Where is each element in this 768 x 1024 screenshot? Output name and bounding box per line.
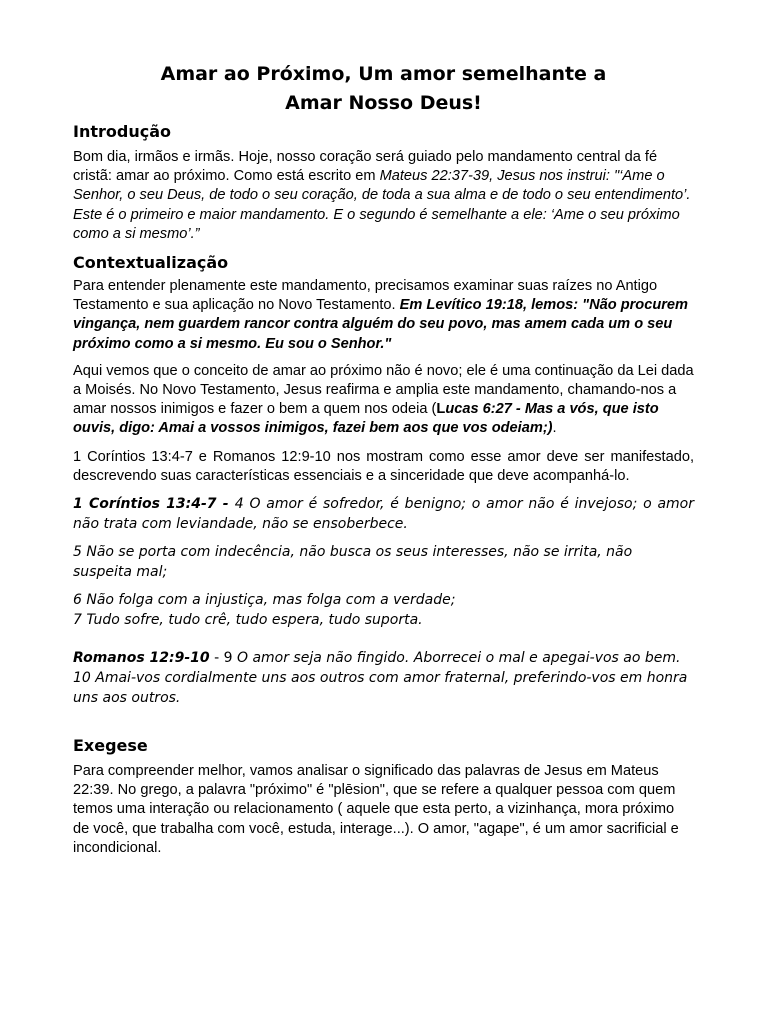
- lucas-quote: ucas 6:27 - Mas a vós, que isto ouvis, digo: Amai a vossos inimigos, fazei bem aos que vos odeiam;): [73, 401, 659, 437]
- corintios-v4-text: 4 O amor é sofredor, é benigno; o amor não é invejoso; o amor não trata com leviandade, não se ensoberbece.: [73, 496, 694, 533]
- romanos-verse-9: [73, 648, 694, 668]
- context-paragraph-2: [73, 362, 694, 439]
- exegese-paragraph: Para compreender melhor, vamos analisar o significado das palavras de Jesus em Mateus 22:39. No grego, a palavra "próximo" é "plēsion", que se refere a qualquer pessoa com quem temos uma interação ou relacionamento ( aquele que esta perto, a vizinhança, mora próximo de você, que trabalha com você, estuda, interage...). O amor, "agape", é um amor sacrificial e incondicional.: [73, 763, 679, 856]
- corintios-verse-4: [73, 494, 694, 534]
- corintios-verse-5: 5 Não se porta com indecência, não busca os seus interesses, não se irrita, não suspeita mal;: [73, 544, 633, 581]
- context-p2-end: .: [552, 420, 557, 437]
- romanos-verse-10: 10 Amai-vos cordialmente uns aos outros com amor fraternal, preferindo-vos em honra uns aos outros.: [73, 670, 688, 707]
- romanos-v9-text: O amor seja não fingido. Aborrecei o mal e apegai-vos ao bem.: [236, 650, 681, 667]
- context-p2-text: Aqui vemos que o conceito de amar ao próximo não é novo; ele é uma continuação da Lei dada a Moisés. No Novo Testamento, Jesus reafirma e amplia este mandamento, chamando-nos a amar nossos inimigos e fazer o bem a quem nos odeia (: [73, 362, 694, 418]
- heading-introducao: Introdução: [73, 122, 171, 141]
- title-line-1: Amar ao Próximo, Um amor semelhante a: [160, 63, 607, 85]
- lucas-ref-initial: L: [436, 401, 446, 418]
- document-title: [73, 60, 694, 118]
- intro-paragraph: [73, 148, 694, 244]
- corintios-ref: 1 Coríntios 13:4-7 -: [73, 496, 235, 513]
- intro-quote-text: Mateus 22:37-39, Jesus nos instrui: "‘Ame o Senhor, o seu Deus, de todo o seu coração, de toda a sua alma e de todo o seu entendimento’. Este é o primeiro e maior mandamento. E o segundo é semelhante a ele: ‘Ame o seu próximo como a si mesmo’.”: [73, 168, 691, 242]
- corintios-verse-7: 7 Tudo sofre, tudo crê, tudo espera, tudo suporta.: [73, 612, 423, 629]
- corintios-verse-6: 6 Não folga com a injustiça, mas folga com a verdade;: [73, 592, 456, 609]
- romanos-sep: - 9: [209, 650, 237, 667]
- heading-contextualizacao: Contextualização: [73, 253, 229, 273]
- intro-plain-text: Bom dia, irmãos e irmãs. Hoje, nosso coração será guiado pelo mandamento central da fé cristã: amar ao próximo. Como está escrito em: [73, 149, 658, 185]
- levitico-quote: Em Levítico 19:18, lemos: "Não procurem vingança, nem guardem rancor contra alguém do seu povo, mas amem cada um o seu próximo como a si mesmo. Eu sou o Senhor.": [73, 297, 689, 352]
- context-paragraph-1: [73, 277, 694, 354]
- context-paragraph-3: 1 Coríntios 13:4-7 e Romanos 12:9-10 nos mostram como esse amor deve ser manifestado, descrevendo suas características essenciais e a sinceridade que deve acompanhá-lo.: [73, 448, 694, 484]
- title-line-2: Amar Nosso Deus!: [285, 92, 482, 114]
- heading-exegese: Exegese: [73, 736, 148, 756]
- romanos-ref: Romanos 12:9-10: [73, 650, 210, 667]
- document-page: [73, 0, 694, 858]
- context-p1-text: Para entender plenamente este mandamento, precisamos examinar suas raízes no Antigo Testamento e sua aplicação no Novo Testamento.: [73, 278, 658, 314]
